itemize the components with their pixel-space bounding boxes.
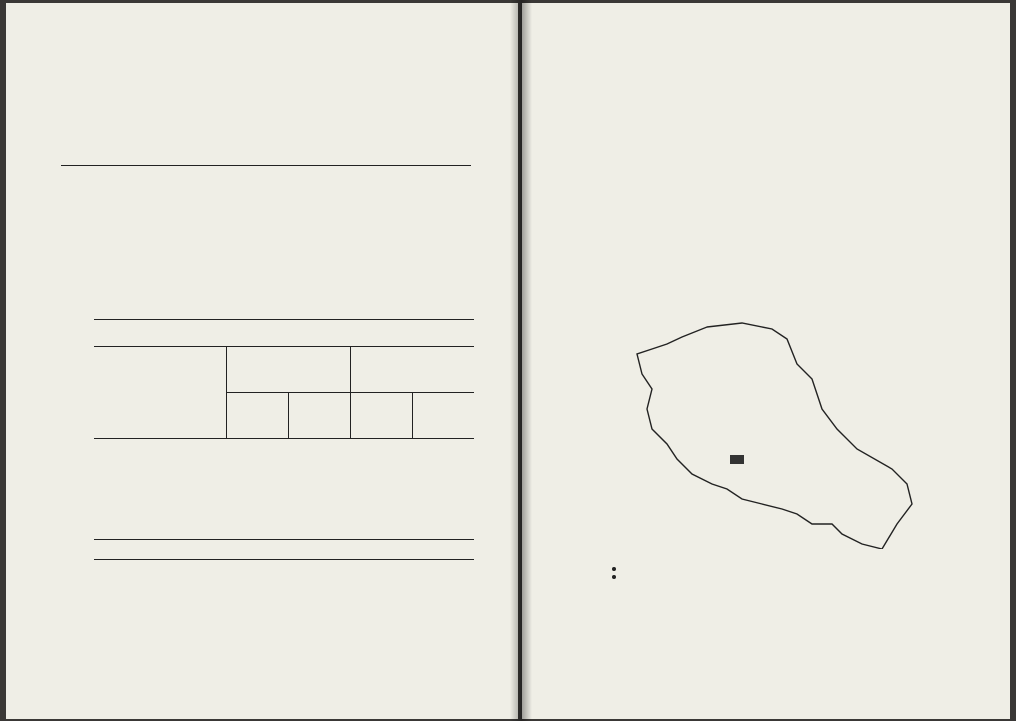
table-rule <box>94 559 474 560</box>
book-gutter <box>510 0 532 721</box>
right-page <box>522 3 1010 719</box>
dot-icon <box>612 567 616 571</box>
table-rule <box>94 438 474 439</box>
dot-icon <box>612 575 616 579</box>
table-rule <box>94 346 474 347</box>
map-legend <box>612 565 622 581</box>
table-rule <box>288 392 289 438</box>
novi-sad-marker <box>730 455 744 464</box>
table-rule <box>226 392 474 393</box>
map-outline <box>637 323 912 549</box>
left-page <box>6 3 518 719</box>
vojvodina-map <box>622 309 922 549</box>
table-rule <box>412 392 413 438</box>
table-rule <box>61 165 471 166</box>
table-rule <box>94 319 474 320</box>
table-rule <box>94 539 474 540</box>
